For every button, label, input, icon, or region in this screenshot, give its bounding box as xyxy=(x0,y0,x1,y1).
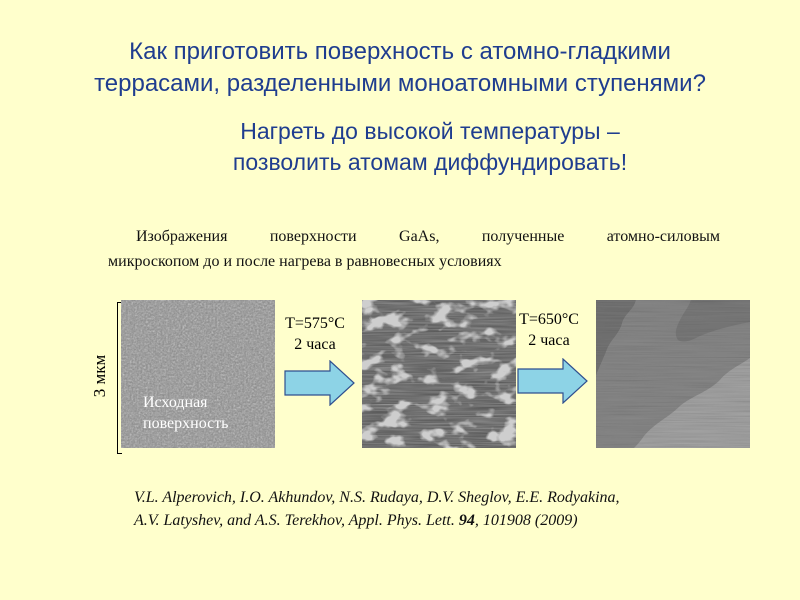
figure-caption-line-1: Изображения поверхности GaAs, полученные атомно-силовым xyxy=(136,228,720,245)
afm-image-after-575c xyxy=(362,300,516,448)
citation-volume: 94 xyxy=(458,512,475,529)
citation-pages-year: , 101908 (2009) xyxy=(474,512,578,529)
citation-line-2 xyxy=(134,509,620,532)
initial-surface-label-line-1: Исходная xyxy=(143,394,208,411)
step-2-duration: 2 часа xyxy=(528,332,570,349)
step-2-temperature: T=650°C xyxy=(519,311,579,328)
step-1-duration: 2 часа xyxy=(294,336,336,353)
initial-surface-label xyxy=(143,392,228,434)
afm-image-after-650c xyxy=(596,300,750,448)
slide-title xyxy=(0,36,800,100)
slide-subtitle xyxy=(0,116,800,178)
citation-line-1: V.L. Alperovich, I.O. Akhundov, N.S. Rudaya, D.V. Sheglov, E.E. Rodyakina, xyxy=(134,489,620,506)
step-1-conditions xyxy=(275,313,355,355)
right-arrow-icon xyxy=(284,360,356,406)
slide-subtitle-line-1: Нагреть до высокой температуры – xyxy=(240,118,620,144)
slide-title-line-1: Как приготовить поверхность с атомно-гладкими xyxy=(129,38,671,65)
initial-surface-label-line-2: поверхность xyxy=(143,415,229,432)
figure-caption xyxy=(108,224,720,274)
step-1-temperature: T=575°C xyxy=(285,315,345,332)
step-2-conditions xyxy=(509,309,589,351)
citation-authors-journal: A.V. Latyshev, and A.S. Terekhov, Appl. Phys. Lett. xyxy=(134,512,459,529)
slide-subtitle-line-2: позволить атомам диффундировать! xyxy=(232,149,628,175)
slide-title-line-2: террасами, разделенными моноатомными ступенями? xyxy=(94,70,706,97)
right-arrow-icon xyxy=(517,358,589,404)
figure-caption-line-2: микроскопом до и после нагрева в равновесных условиях xyxy=(108,253,502,270)
citation xyxy=(134,486,620,532)
scale-bar-label: 3 мкм xyxy=(90,354,109,398)
